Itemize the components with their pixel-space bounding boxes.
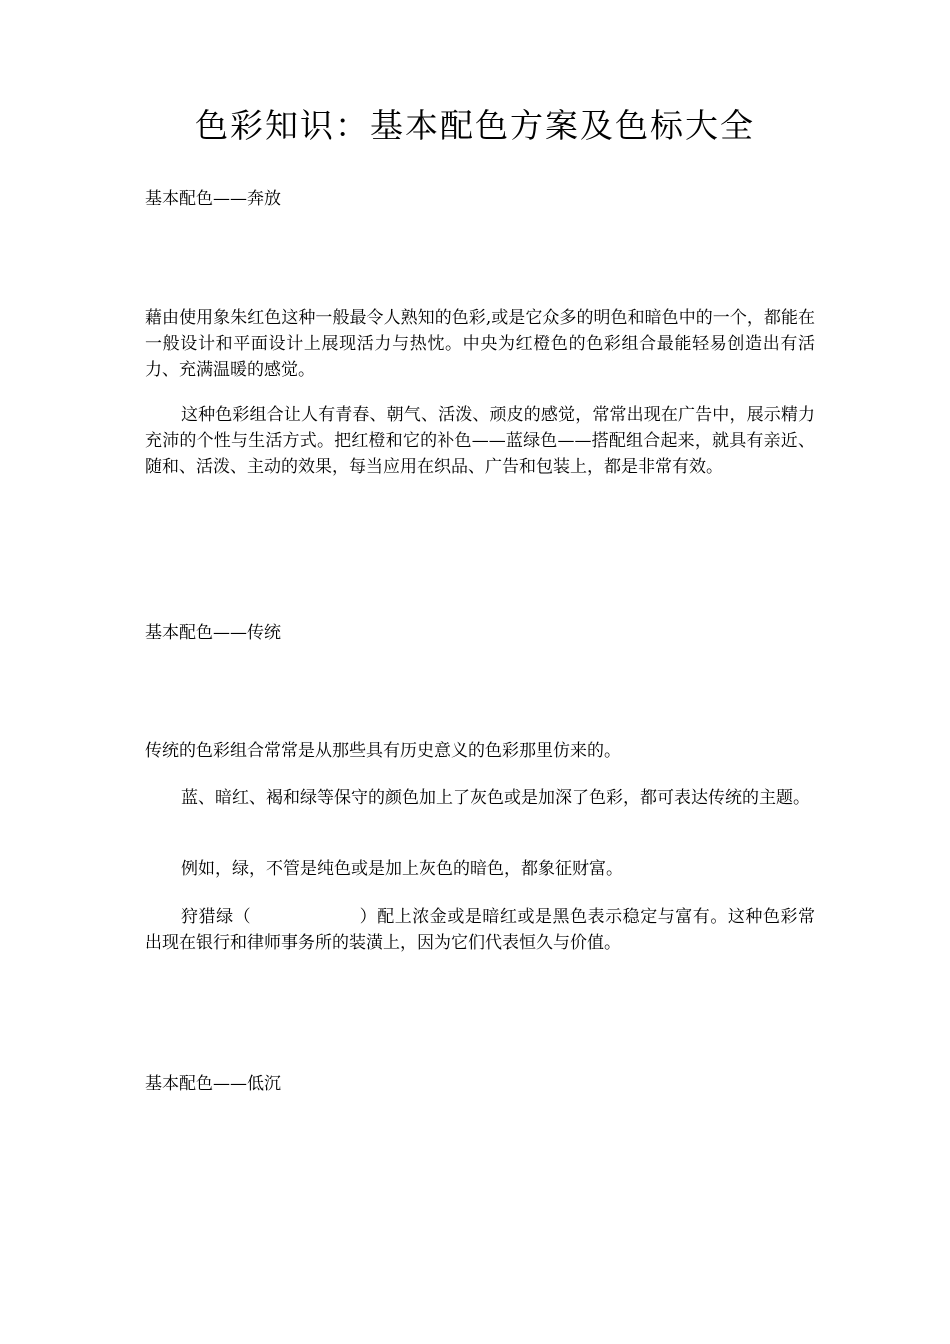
- paragraph: 传统的色彩组合常常是从那些具有历史意义的色彩那里仿来的。: [145, 741, 621, 761]
- paragraph-text-before-gap: 狩猎绿（: [181, 907, 252, 927]
- paragraph: 这种色彩组合让人有青春、朝气、活泼、顽皮的感觉，常常出现在广告中，展示精力充沛的个性与生活方式。把红橙和它的补色——蓝绿色——搭配组合起来，就具有亲近、随和、活泼、主动的效果，每当应用在织品、广告和包装上，都是非常有效。: [145, 405, 815, 477]
- paragraph: 藉由使用象朱红色这种一般最令人熟知的色彩,或是它众多的明色和暗色中的一个，都能在一般设计和平面设计上展现活力与热忱。中央为红橙色的色彩组合最能轻易创造出有活力、充满温暖的感觉。: [145, 308, 815, 380]
- section-heading-benfang: 基本配色——奔放: [145, 189, 281, 209]
- section-heading-dichen: 基本配色——低沉: [145, 1074, 281, 1094]
- paragraph-text-after-gap: ）配上浓金或是暗红或是黑色表示稳定与富有。这种色彩常出现在银行和律师事务所的装潢上，因为它们代表恒久与价值。: [145, 907, 816, 953]
- paragraph: 蓝、暗红、褐和绿等保守的颜色加上了灰色或是加深了色彩，都可表达传统的主题。: [181, 788, 810, 808]
- paragraph: 例如，绿，不管是纯色或是加上灰色的暗色，都象征财富。: [181, 859, 623, 879]
- paragraph: [145, 904, 815, 956]
- document-title: 色彩知识：基本配色方案及色标大全: [195, 106, 755, 145]
- section-heading-chuantong: 基本配色——传统: [145, 623, 281, 643]
